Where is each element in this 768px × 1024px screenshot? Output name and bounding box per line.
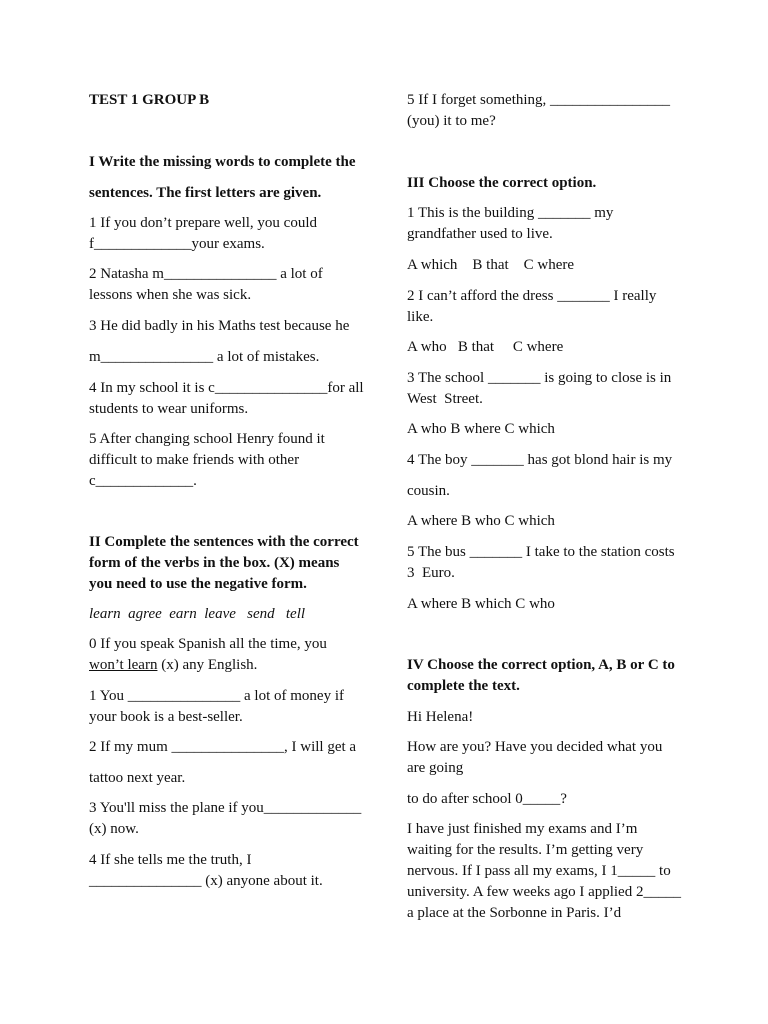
section-1-question-4: 4 In my school it is c_______________for all students to wear uniforms.	[89, 380, 364, 417]
section-3-question-4-options: A where B who C which	[407, 513, 555, 529]
section-1-question-5: 5 After changing school Henry found it difficult to make friends with other c_____________.	[89, 431, 325, 489]
letter-paragraph-1: How are you? Have you decided what you are going	[407, 739, 663, 776]
letter-paragraph-2: to do after school 0_____?	[407, 791, 567, 807]
section-3-question-2-options: A who B that C where	[407, 339, 564, 355]
section-3-question-2: 2 I can’t afford the dress _______ I really like.	[407, 288, 657, 325]
section-2-question-2-line-1: 2 If my mum _______________, I will get a	[89, 739, 357, 755]
section-2-example	[89, 634, 364, 676]
section-3-question-5: 5 The bus _______ I take to the station costs 3 Euro.	[407, 544, 679, 581]
section-1-question-1: 1 If you don’t prepare well, you could f_____________your exams.	[89, 215, 317, 252]
section-3-question-3-options: A who B where C which	[407, 421, 555, 437]
section-2-question-1: 1 You _______________ a lot of money if your book is a best-seller.	[89, 688, 344, 725]
section-3-question-1: 1 This is the building _______ my grandfather used to live.	[407, 205, 614, 242]
section-2-question-5: 5 If I forget something, ________________ (you) it to me?	[407, 92, 671, 129]
test-title: TEST 1 GROUP B	[89, 92, 210, 108]
section-3-question-5-options: A where B which C who	[407, 596, 555, 612]
section-2-heading: II Complete the sentences with the correct form of the verbs in the box. (X) means you need to use the negative form.	[89, 534, 359, 592]
section-3-question-4-line-1: 4 The boy _______ has got blond hair is my	[407, 452, 673, 468]
letter-greeting: Hi Helena!	[407, 709, 474, 725]
section-1-question-3-line-1: 3 He did badly in his Maths test because he	[89, 318, 350, 334]
section-1-heading-line-1: I Write the missing words to complete the	[89, 154, 356, 170]
section-1-question-2: 2 Natasha m_______________ a lot of lessons when she was sick.	[89, 266, 323, 303]
example-text-after: (x) any English.	[157, 657, 258, 673]
example-text-before: 0 If you speak Spanish all the time, you	[89, 636, 327, 652]
section-3-question-3: 3 The school _______ is going to close is in West Street.	[407, 370, 675, 407]
section-3-question-1-options: A which B that C where	[407, 257, 575, 273]
section-3-question-4-line-2: cousin.	[407, 483, 450, 499]
section-2-question-4: 4 If she tells me the truth, I _______________ (x) anyone about it.	[89, 852, 323, 889]
letter-paragraph-3: I have just finished my exams and I’m waiting for the results. I’m getting very nervous. If I pass all my exams, I 1_____ to university. A few weeks ago I applied 2_____ a place at the Sorbonne in Paris. I’d	[407, 821, 681, 921]
example-answer: won’t learn	[89, 657, 158, 673]
verb-word-box: learn agree earn leave send tell	[89, 606, 306, 622]
section-2-question-3: 3 You'll miss the plane if you_____________ (x) now.	[89, 800, 362, 837]
section-1-question-3-line-2: m_______________ a lot of mistakes.	[89, 349, 320, 365]
section-4-heading: IV Choose the correct option, A, B or C to complete the text.	[407, 657, 675, 694]
section-2-question-2-line-2: tattoo next year.	[89, 770, 186, 786]
section-1-heading-line-2: sentences. The first letters are given.	[89, 185, 322, 201]
section-3-heading: III Choose the correct option.	[407, 175, 597, 191]
